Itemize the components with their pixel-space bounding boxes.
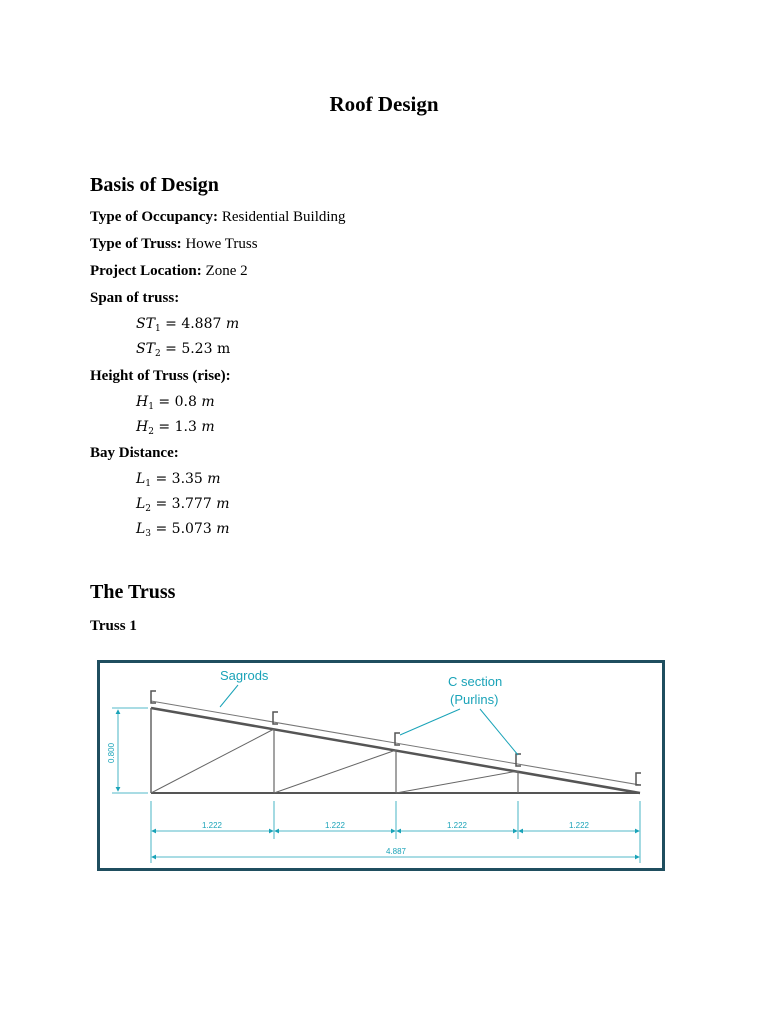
truss-type-label: Type of Truss: bbox=[90, 236, 182, 252]
diagonal-member-1 bbox=[151, 729, 274, 793]
occupancy-line bbox=[90, 208, 346, 226]
sagrods-label: Sagrods bbox=[220, 668, 269, 683]
truss-figure bbox=[97, 660, 665, 871]
height-equation-2: $H_2 = 1.3$ m bbox=[136, 419, 215, 437]
diagonal-member-2 bbox=[274, 750, 396, 793]
panel-dim-label-2: 1.222 bbox=[324, 821, 346, 830]
span-line bbox=[90, 289, 179, 307]
bay-equation-3: $L_3 = 5.073$ m bbox=[136, 521, 230, 539]
height-line bbox=[90, 367, 231, 385]
location-value: Zone 2 bbox=[205, 263, 248, 279]
bay-line bbox=[90, 444, 179, 462]
height-dim-label: 0.800 bbox=[107, 742, 116, 763]
span-equation-2: $ST_2 = 5.23$ m bbox=[136, 341, 231, 359]
truss-heading: The Truss bbox=[90, 581, 176, 603]
panel-dim-label-4: 1.222 bbox=[568, 821, 590, 830]
bay-equation-2: $L_2 = 3.777$ m bbox=[136, 496, 230, 514]
csection-leader-1 bbox=[400, 709, 460, 735]
span-equation-1: $ST_1 = 4.887$ m bbox=[136, 316, 240, 334]
occupancy-label: Type of Occupancy: bbox=[90, 209, 219, 225]
purlins-label: (Purlins) bbox=[450, 692, 499, 707]
truss-type-line bbox=[90, 235, 258, 253]
truss-diagram bbox=[100, 663, 662, 868]
page-title: Roof Design bbox=[329, 92, 439, 116]
truss-subheading: Truss 1 bbox=[90, 618, 137, 634]
span-label: Span of truss: bbox=[90, 290, 180, 306]
purlin-5 bbox=[636, 773, 641, 785]
csection-leader-2 bbox=[480, 709, 518, 755]
height-label: Height of Truss (rise): bbox=[90, 368, 231, 384]
bay-equation-1: $L_1 = 3.35$ m bbox=[136, 471, 221, 489]
sagrods-leader bbox=[220, 685, 238, 707]
location-line bbox=[90, 262, 248, 280]
basis-heading: Basis of Design bbox=[90, 174, 219, 196]
occupancy-value: Residential Building bbox=[221, 209, 346, 225]
panel-dim-label-3: 1.222 bbox=[446, 821, 468, 830]
location-label: Project Location: bbox=[90, 263, 202, 279]
panel-dim-label-1: 1.222 bbox=[201, 821, 223, 830]
height-equation-1: $H_1 = 0.8$ m bbox=[136, 394, 215, 412]
csection-label: C section bbox=[448, 674, 503, 689]
diagonal-member-3 bbox=[396, 771, 518, 793]
total-dim-label: 4.887 bbox=[385, 847, 407, 856]
truss-type-value: Howe Truss bbox=[185, 236, 258, 252]
bay-label: Bay Distance: bbox=[90, 445, 179, 461]
